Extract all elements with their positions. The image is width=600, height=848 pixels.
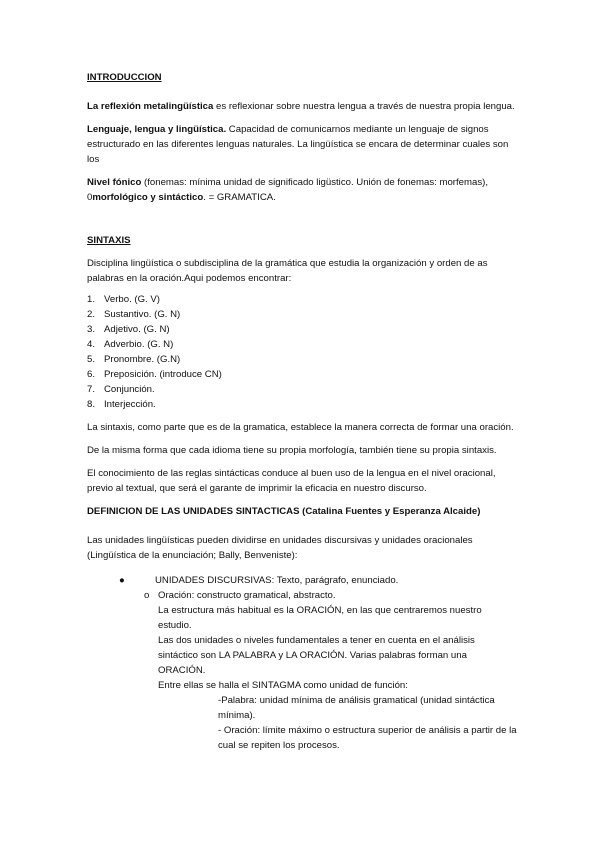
list-text: Verbo. (G. V)	[104, 294, 160, 305]
list-text: Pronombre. (G.N)	[104, 354, 181, 365]
list-item	[87, 397, 517, 412]
list-text: Sustantivo. (G. N)	[104, 309, 181, 320]
sintaxis-paragraph-4: El conocimiento de las reglas sintácticas conduce al buen uso de la lengua en el nivel oracional, previo al textual, que será el garante de imprimir la eficacia en nuestro discurso.	[87, 468, 496, 494]
list-text: Adverbio. (G. N)	[104, 339, 174, 350]
definicion-paragraph-1: Las unidades lingüísticas pueden dividirse en unidades discursivas y unidades oracionales (Lingüística de la enunciación; Bally, Benveniste):	[87, 535, 473, 561]
list-item	[87, 352, 517, 367]
bullet-unidades-discursivas	[119, 573, 517, 588]
intro-p1-bold: La reflexión metalingüística	[87, 101, 214, 112]
list-item	[87, 337, 517, 352]
list-item	[87, 382, 517, 397]
indented-line-niveles: Las dos unidades o niveles fundamentales a tener en cuenta en el análisis sintáctico son LA PALABRA y LA ORACIÓN. Varias palabras forman una ORACIÓN.	[158, 635, 475, 676]
intro-p2-bold: Lenguaje, lengua y lingüística.	[87, 124, 227, 135]
list-item	[87, 307, 517, 322]
bullet-circle-icon: o	[144, 590, 150, 601]
list-number: 5.	[87, 354, 96, 365]
list-number: 2.	[87, 309, 96, 320]
indented-line-palabra: -Palabra: unidad mínima de análisis gramatical (unidad sintáctica mínima).	[218, 695, 495, 721]
intro-p2-text: Capacidad de comunicarnos mediante un lenguaje de signos estructurado en las diferentes lenguas naturales. La lingüística se encara de determinar cuales son los	[87, 124, 509, 165]
intro-paragraph-3	[87, 175, 517, 205]
intro-paragraph-2	[87, 122, 517, 167]
intro-p3-bold-2: morfológico y sintáctico	[92, 192, 204, 203]
list-number: 7.	[87, 384, 96, 395]
heading-sintaxis: SINTAXIS	[87, 235, 131, 246]
document-content	[87, 70, 517, 753]
indented-line-oracion: - Oración: límite máximo o estructura superior de análisis a partir de la cual se repiten los procesos.	[218, 725, 517, 751]
heading-introduccion: INTRODUCCION	[87, 72, 162, 83]
indented-line-estructura: La estructura más habitual es la ORACIÓN, en las que centraremos nuestro estudio.	[158, 605, 482, 631]
intro-p3-end: . = GRAMATICA.	[203, 192, 276, 203]
list-text: Conjunción.	[104, 384, 155, 395]
intro-paragraph-1	[87, 99, 517, 114]
heading-definicion: DEFINICION DE LAS UNIDADES SINTACTICAS (Catalina Fuentes y Esperanza Alcaide)	[87, 506, 481, 517]
bullet-text: UNIDADES DISCURSIVAS: Texto, parágrafo, enunciado.	[155, 575, 399, 586]
intro-p3-text: (fonemas: mínima unidad de significado ligüstico. Unión de fonemas: morfemas), 0	[87, 177, 488, 203]
bullet-dot-icon: ●	[119, 575, 125, 586]
list-number: 6.	[87, 369, 96, 380]
sintaxis-paragraph-2: La sintaxis, como parte que es de la gramatica, establece la manera correcta de formar una oración.	[87, 422, 514, 433]
sub-bullet-text: Oración: constructo gramatical, abstracto.	[158, 590, 336, 601]
list-number: 1.	[87, 294, 96, 305]
list-number: 8.	[87, 399, 96, 410]
indented-line-sintagma: Entre ellas se halla el SINTAGMA como unidad de función:	[158, 680, 408, 691]
sub-bullet-oracion	[144, 588, 517, 603]
sintaxis-paragraph-3: De la misma forma que cada idioma tiene su propia morfología, también tiene su propia sintaxis.	[87, 445, 497, 456]
word-class-list	[87, 292, 517, 412]
list-item	[87, 367, 517, 382]
intro-p1-text: es reflexionar sobre nuestra lengua a través de nuestra propia lengua.	[213, 101, 515, 112]
intro-p3-bold-1: Nivel fónico	[87, 177, 142, 188]
list-text: Adjetivo. (G. N)	[104, 324, 170, 335]
list-number: 3.	[87, 324, 96, 335]
list-text: Preposición. (introduce CN)	[104, 369, 222, 380]
sintaxis-paragraph-1: Disciplina lingüística o subdisciplina de la gramática que estudia la organización y orden de as palabras en la oración.Aqui podemos encontrar:	[87, 258, 488, 284]
list-number: 4.	[87, 339, 96, 350]
list-text: Interjección.	[104, 399, 156, 410]
list-item	[87, 322, 517, 337]
list-item	[87, 292, 517, 307]
